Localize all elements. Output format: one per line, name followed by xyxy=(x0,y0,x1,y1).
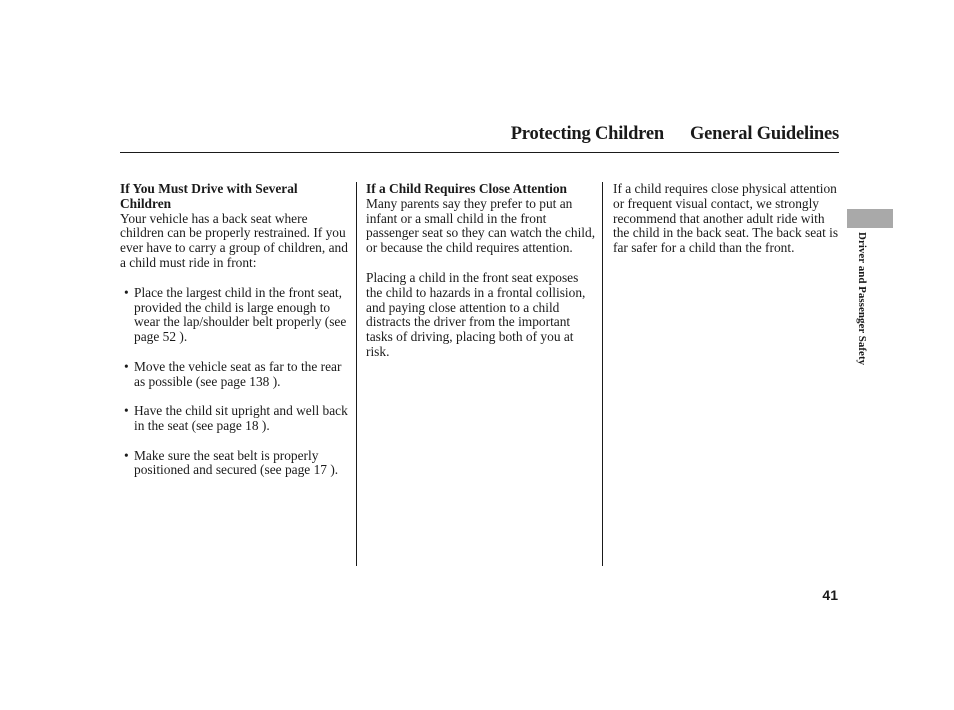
column-2 xyxy=(366,182,596,360)
bullet-icon: • xyxy=(124,284,129,300)
bullet-icon: • xyxy=(124,403,129,419)
side-tab-label: Driver and Passenger Safety xyxy=(856,232,868,366)
list-item xyxy=(120,360,348,390)
column-3 xyxy=(613,182,841,256)
list-item-text: Have the child sit upright and well back in the seat (see page 18 ). xyxy=(134,403,348,433)
column-1 xyxy=(120,182,348,493)
page-header xyxy=(511,124,839,145)
page-number: 41 xyxy=(822,587,838,603)
intro-paragraph: Your vehicle has a back seat where children can be properly restrained. If you ever have to carry a group of children, and a child must ride in front: xyxy=(120,210,348,270)
side-tab-marker xyxy=(847,209,893,228)
bullet-icon: • xyxy=(124,358,129,374)
bullet-icon: • xyxy=(124,447,129,463)
list-item-text: Place the largest child in the front seat, provided the child is large enough to wear the lap/shoulder belt properly (see page 52 ). xyxy=(134,284,347,345)
list-item xyxy=(120,404,348,434)
header-title-right: General Guidelines xyxy=(689,124,839,144)
list-item xyxy=(120,286,348,345)
paragraph: Placing a child in the front seat exposes the child to hazards in a frontal collision, and paying close attention to a child distracts the driver from the important tasks of driving, placing both of you at risk. xyxy=(366,269,586,359)
list-item-text: Move the vehicle seat as far to the rear as possible (see page 138 ). xyxy=(134,358,342,389)
list-item-text: Make sure the seat belt is properly positioned and secured (see page 17 ). xyxy=(134,447,339,478)
header-rule xyxy=(120,152,839,153)
header-title-left: Protecting Children xyxy=(510,124,664,144)
column-divider xyxy=(602,182,603,566)
paragraph: If a child requires close physical attention or frequent visual contact, we strongly recommend that another adult ride with the child in the back seat. The back seat is far safer for a child than the front. xyxy=(613,181,839,256)
column-divider xyxy=(356,182,357,566)
paragraph: Many parents say they prefer to put an infant or a small child in the front passenger seat so they can watch the child, or because the child requires attention. xyxy=(366,195,596,256)
section-heading-several-children: If You Must Drive with Several Children xyxy=(120,181,298,211)
section-heading-close-attention: If a Child Requires Close Attention xyxy=(366,181,567,196)
list-item xyxy=(120,449,348,479)
